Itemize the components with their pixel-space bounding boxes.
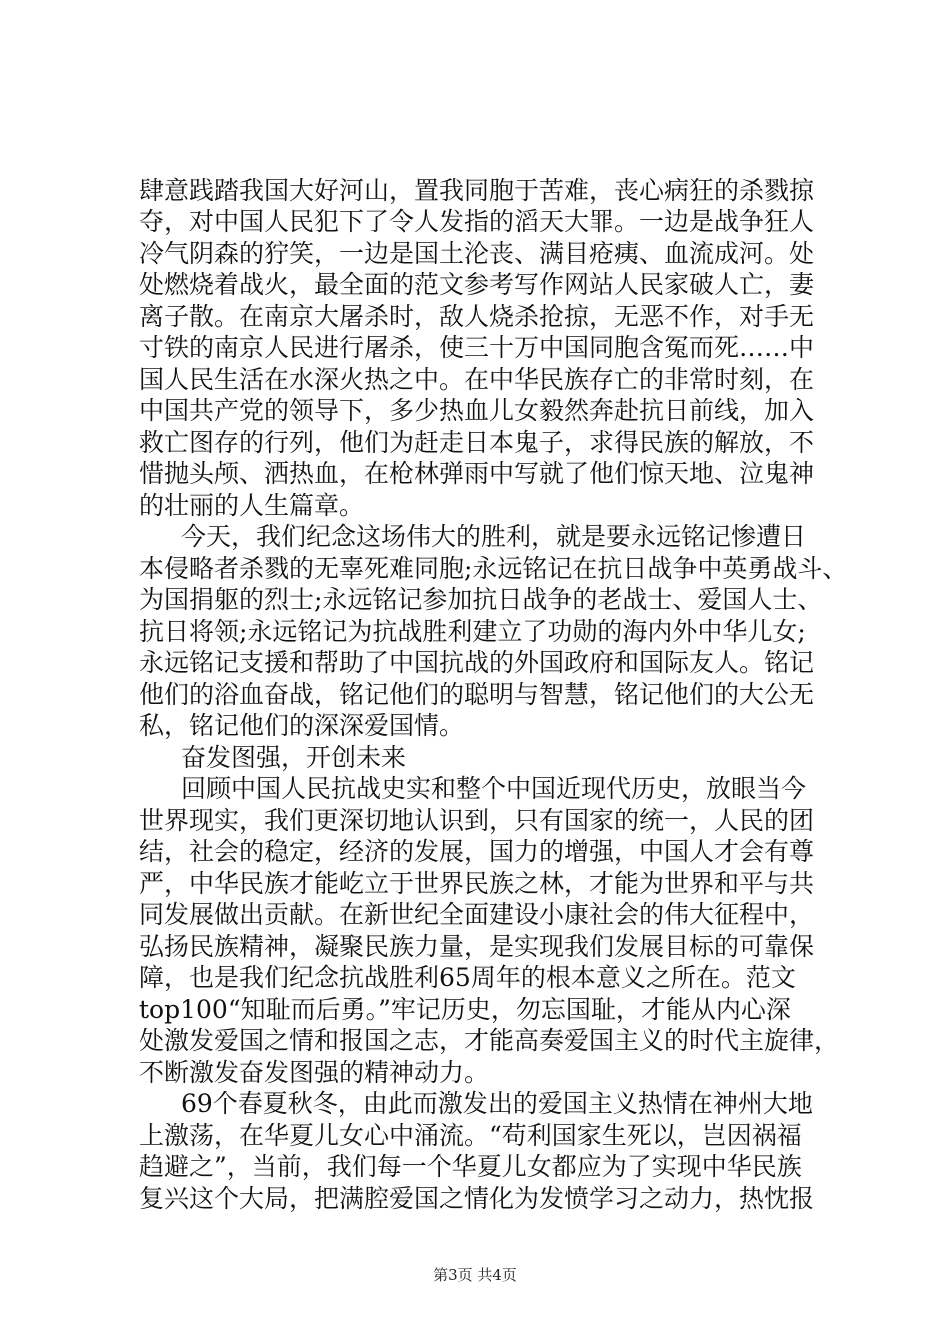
- text-line: 世界现实，我们更深切地认识到，只有国家的统一，人民的团: [139, 806, 815, 835]
- text-line: 处激发爱国之情和报国之志，才能高奏爱国主义的时代主旋律，: [139, 1026, 840, 1055]
- text-line: 永远铭记支援和帮助了中国抗战的外国政府和国际友人。铭记: [139, 648, 815, 677]
- text-line: 趋避之”，当前，我们每一个华夏儿女都应为了实现中华民族: [139, 1152, 802, 1181]
- text-line: 严，中华民族才能屹立于世界民族之林，才能为世界和平与共: [139, 869, 815, 898]
- text-line: 回顾中国人民抗战史实和整个中国近现代历史，放眼当今: [181, 774, 807, 803]
- text-line: 上激荡，在华夏儿女心中涌流。“苟利国家生死以，岂因祸福: [139, 1121, 802, 1150]
- text-line: 国人民生活在水深火热之中。在中华民族存亡的非常时刻，在: [139, 365, 815, 394]
- text-line: 救亡图存的行列，他们为赶走日本鬼子，求得民族的解放，不: [139, 428, 815, 457]
- text-line: 本侵略者杀戮的无辜死难同胞;永远铭记在抗日战争中英勇战斗、: [139, 554, 848, 583]
- text-line: 中国共产党的领导下，多少热血儿女毅然奔赴抗日前线，加入: [139, 396, 815, 425]
- text-line: 的壮丽的人生篇章。: [139, 491, 365, 520]
- text-line: 肆意践踏我国大好河山，置我同胞于苦难，丧心病狂的杀戮掠: [139, 176, 815, 205]
- text-line: 冷气阴森的狞笑，一边是国土沦丧、满目疮痍、血流成河。处: [139, 239, 815, 268]
- text-line: 寸铁的南京人民进行屠杀，使三十万中国同胞含冤而死……中: [139, 333, 815, 362]
- text-line: 为国捐躯的烈士;永远铭记参加抗日战争的老战士、爱国人士、: [139, 585, 823, 614]
- text-line: 不断激发奋发图强的精神动力。: [139, 1058, 490, 1087]
- text-line: 处燃烧着战火，最全面的范文参考写作网站人民家破人亡，妻: [139, 270, 815, 299]
- text-line: 抗日将领;永远铭记为抗战胜利建立了功勋的海内外中华儿女;: [139, 617, 806, 646]
- text-line: 夺，对中国人民犯下了令人发指的滔天大罪。一边是战争狂人: [139, 207, 815, 236]
- page-footer: 第3页 共4页: [433, 1266, 517, 1284]
- text-line: 私，铭记他们的深深爱国情。: [139, 711, 465, 740]
- text-line: 今天，我们纪念这场伟大的胜利，就是要永远铭记惨遭日: [181, 522, 807, 551]
- text-line: 障，也是我们纪念抗战胜利65周年的根本意义之所在。范文: [139, 963, 796, 992]
- text-line: 离子散。在南京大屠杀时，敌人烧杀抢掠，无恶不作，对手无: [139, 302, 815, 331]
- text-line: 结，社会的稳定，经济的发展，国力的增强，中国人才会有尊: [139, 837, 815, 866]
- text-line: 惜抛头颅、洒热血，在枪林弹雨中写就了他们惊天地、泣鬼神: [139, 459, 815, 488]
- text-line: top100“知耻而后勇。”牢记历史，勿忘国耻，才能从内心深: [139, 995, 791, 1024]
- text-line: 69个春夏秋冬，由此而激发出的爱国主义热情在神州大地: [181, 1089, 813, 1118]
- text-line: 弘扬民族精神，凝聚民族力量，是实现我们发展目标的可靠保: [139, 932, 815, 961]
- text-line: 奋发图强，开创未来: [181, 743, 407, 772]
- text-line: 同发展做出贡献。在新世纪全面建设小康社会的伟大征程中，: [139, 900, 815, 929]
- text-line: 他们的浴血奋战，铭记他们的聪明与智慧，铭记他们的大公无: [139, 680, 815, 709]
- text-line: 复兴这个大局，把满腔爱国之情化为发愤学习之动力，热忱报: [139, 1184, 815, 1213]
